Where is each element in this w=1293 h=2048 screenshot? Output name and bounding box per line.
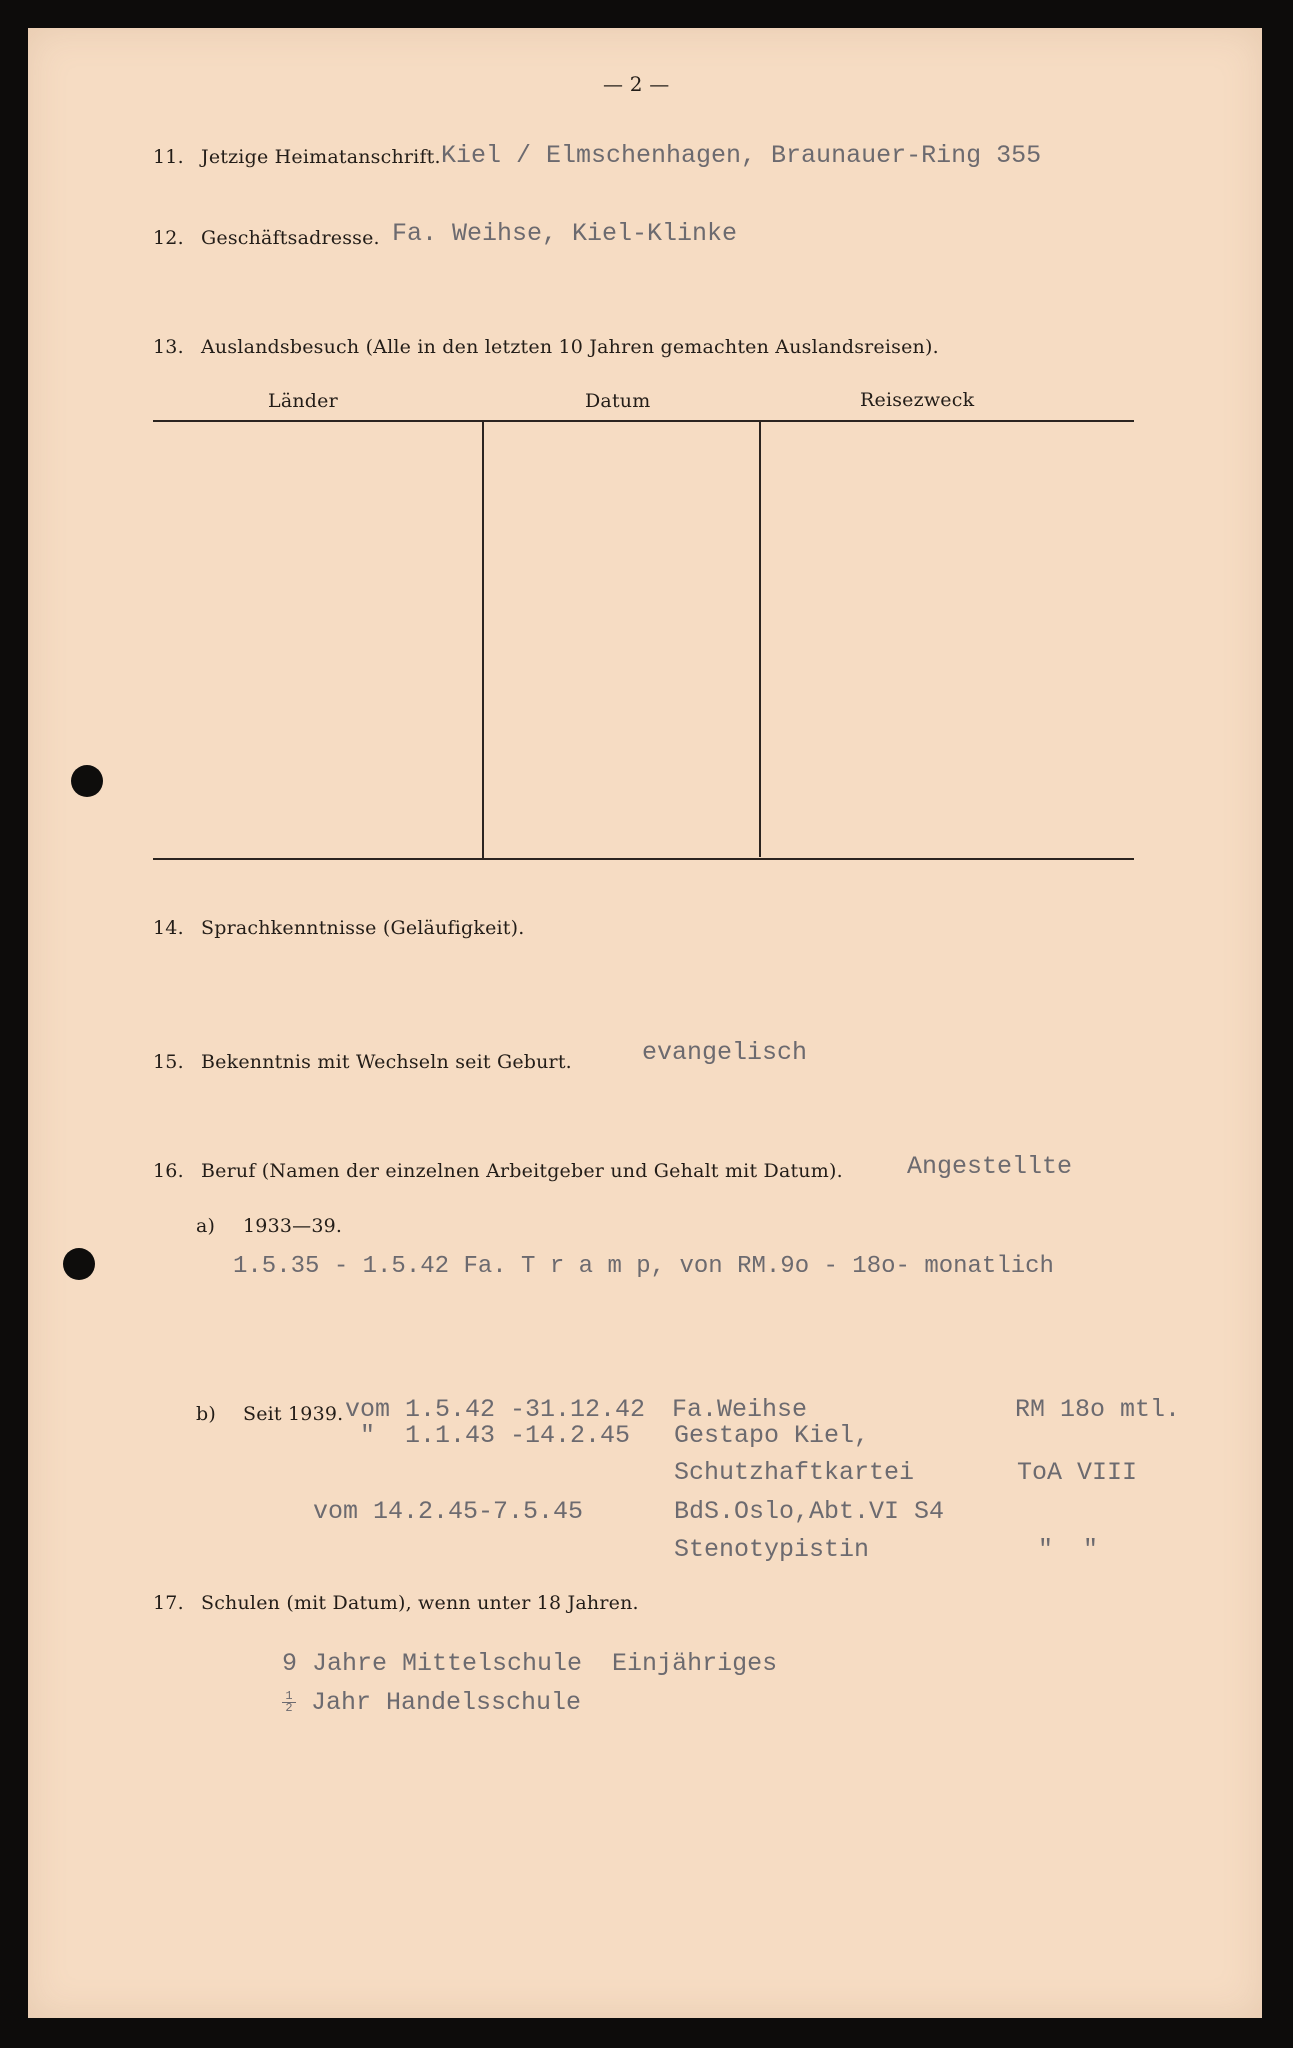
item-14-label xyxy=(153,917,525,939)
item-11-label xyxy=(153,146,441,168)
employment-row-2-period: " 1.1.43 -14.2.45 xyxy=(360,1421,631,1450)
employment-row-4-employer: BdS.Oslo,Abt.VI S4 xyxy=(674,1497,945,1526)
employment-row-3-employer: Schutzhaftkartei xyxy=(674,1458,915,1487)
fraction-numerator: 1 xyxy=(285,1688,293,1703)
employment-row-3-salary: ToA VIII xyxy=(1017,1458,1138,1487)
travel-table-top-rule xyxy=(153,420,1134,422)
schools-line-2-text: Jahr Handelsschule xyxy=(311,1688,582,1717)
item-16b-label xyxy=(196,1403,343,1425)
employment-row-1-salary: RM 18o mtl. xyxy=(1015,1395,1181,1424)
item-11-value: Kiel / Elmschenhagen, Braunauer-Ring 355 xyxy=(441,141,1042,170)
travel-table-divider-1 xyxy=(482,422,484,859)
employment-row-1-period: vom 1.5.42 -31.12.42 xyxy=(345,1395,646,1424)
item-12-number: 12. xyxy=(153,227,184,249)
item-13-label xyxy=(153,336,939,358)
travel-table-bottom-rule xyxy=(153,858,1134,860)
item-14-text: Sprachkenntnisse (Geläufigkeit). xyxy=(201,917,525,939)
item-16b-period: Seit 1939. xyxy=(243,1403,344,1425)
item-16a-entry: 1.5.35 - 1.5.42 Fa. T r a m p, von RM.9o - 18o- monatlich xyxy=(233,1253,1054,1280)
item-13-text: Auslandsbesuch (Alle in den letzten 10 Jahren gemachten Auslandsreisen). xyxy=(201,336,939,358)
item-12-value: Fa. Weihse, Kiel-Klinke xyxy=(392,219,738,248)
item-16-number: 16. xyxy=(153,1160,184,1182)
item-12-text: Geschäftsadresse. xyxy=(201,227,380,249)
item-17-number: 17. xyxy=(153,1592,184,1614)
document-sheet xyxy=(28,28,1262,2018)
item-17-label xyxy=(153,1592,639,1614)
schools-line-1: 9 Jahre Mittelschule Einjähriges xyxy=(282,1649,778,1678)
schools-line-2 xyxy=(282,1688,581,1717)
travel-table-header-date: Datum xyxy=(585,390,651,412)
item-16b-letter: b) xyxy=(196,1403,216,1425)
employment-row-5-salary: " " xyxy=(1038,1535,1099,1564)
item-16-text: Beruf (Namen der einzelnen Arbeitgeber und Gehalt mit Datum). xyxy=(201,1160,843,1182)
item-13-number: 13. xyxy=(153,336,184,358)
travel-table-header-purpose: Reisezweck xyxy=(860,389,975,411)
item-15-text: Bekenntnis mit Wechseln seit Geburt. xyxy=(201,1051,572,1073)
half-fraction xyxy=(282,1688,296,1715)
travel-table-divider-2 xyxy=(759,422,761,857)
item-15-number: 15. xyxy=(153,1051,184,1073)
item-16a-label xyxy=(196,1215,342,1237)
item-15-label xyxy=(153,1051,572,1073)
item-12-label xyxy=(153,227,380,249)
punch-hole-upper xyxy=(71,765,103,797)
item-17-text: Schulen (mit Datum), wenn unter 18 Jahren. xyxy=(201,1592,639,1614)
employment-row-5-employer: Stenotypistin xyxy=(674,1535,870,1564)
item-16-value: Angestellte xyxy=(907,1152,1073,1181)
item-11-number: 11. xyxy=(153,146,184,168)
employment-row-4-period: vom 14.2.45-7.5.45 xyxy=(313,1497,584,1526)
employment-row-1-employer: Fa.Weihse xyxy=(672,1395,808,1424)
item-16a-period: 1933—39. xyxy=(243,1215,343,1237)
page-number: — 2 — xyxy=(603,72,670,96)
item-14-number: 14. xyxy=(153,917,184,939)
punch-hole-lower xyxy=(63,1248,95,1280)
item-16-label xyxy=(153,1160,843,1182)
item-16a-letter: a) xyxy=(196,1215,216,1237)
travel-table-header-countries: Länder xyxy=(268,390,338,412)
fraction-denominator: 2 xyxy=(282,1702,296,1714)
item-11-text: Jetzige Heimatanschrift. xyxy=(201,146,441,168)
employment-row-2-employer: Gestapo Kiel, xyxy=(674,1421,870,1450)
item-15-value: evangelisch xyxy=(642,1038,808,1067)
